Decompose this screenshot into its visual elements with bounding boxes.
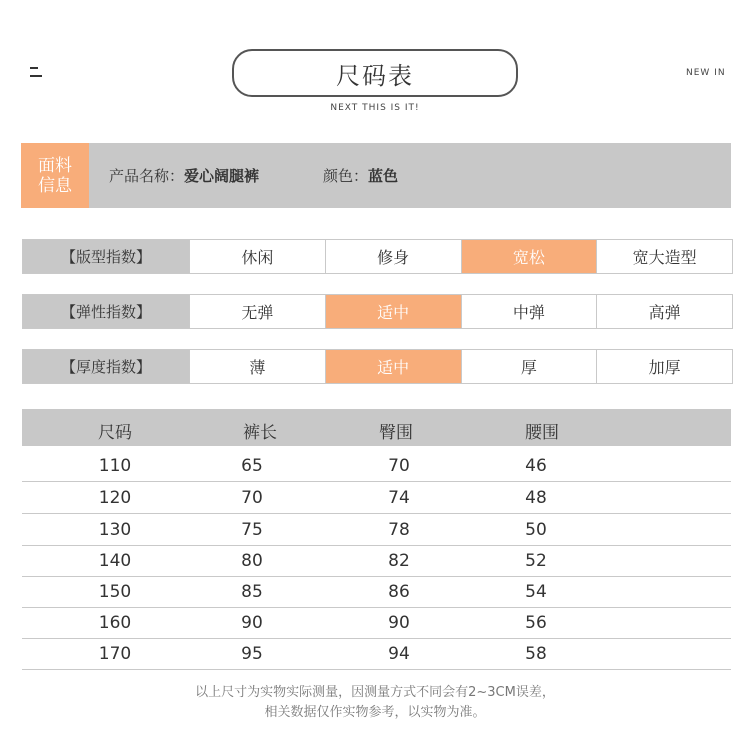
hip-cell: 90 [388,613,410,633]
page-subtitle: NEXT THIS IS IT! [330,103,420,113]
length-cell: 65 [241,456,263,476]
menu-icon [30,64,44,78]
header-hip: 臀围 [379,423,413,443]
thickness-option: 薄 [189,350,325,383]
length-cell: 90 [241,613,263,633]
table-row [22,607,731,639]
table-row [22,450,731,482]
fit-option: 宽大造型 [596,240,732,273]
fit-option: 修身 [325,240,461,273]
waist-cell: 56 [525,613,547,633]
product-color [323,165,398,186]
fabric-info-bar [21,143,731,208]
header-size: 尺码 [98,423,132,443]
fit-option: 休闲 [189,240,325,273]
hip-cell: 82 [388,551,410,571]
fit-index-row [22,239,733,274]
fabric-info-tag [21,143,89,208]
page-title [232,49,518,97]
fabric-tag-line2: 信息 [38,175,72,196]
size-cell: 110 [98,456,132,476]
size-cell: 170 [98,644,132,664]
product-color-value: 蓝色 [368,167,399,185]
table-row [22,482,731,514]
elasticity-option: 无弹 [189,295,325,328]
header-waist: 腰围 [525,423,559,443]
product-name-value: 爱心阔腿裤 [184,167,260,185]
size-cell: 140 [98,551,132,571]
fabric-tag-line1: 面料 [38,155,72,176]
waist-cell: 50 [525,520,547,540]
product-color-label: 颜色： [323,167,369,185]
new-in-label: NEW IN [686,68,726,78]
thickness-option: 厚 [461,350,597,383]
size-cell: 130 [98,520,132,540]
table-row [22,514,731,546]
size-cell: 160 [98,613,132,633]
thickness-option: 适中 [325,350,461,383]
product-name-label: 产品名称： [109,167,185,185]
length-cell: 95 [241,644,263,664]
hip-cell: 78 [388,520,410,540]
thickness-option: 加厚 [596,350,732,383]
elasticity-option: 中弹 [461,295,597,328]
length-cell: 70 [241,488,263,508]
thickness-index-label: 【厚度指数】 [23,350,189,383]
product-name [109,165,259,186]
elasticity-index-row [22,294,733,329]
table-row [22,638,731,670]
fit-index-label: 【版型指数】 [23,240,189,273]
waist-cell: 46 [525,456,547,476]
elasticity-index-label: 【弹性指数】 [23,295,189,328]
page-title-text: 尺码表 [336,61,414,90]
length-cell: 80 [241,551,263,571]
waist-cell: 54 [525,582,547,602]
hip-cell: 70 [388,456,410,476]
table-row [22,576,731,608]
header-length: 裤长 [243,423,277,443]
fit-option: 宽松 [461,240,597,273]
length-cell: 85 [241,582,263,602]
measurement-note-line1: 以上尺寸为实物实际测量，因测量方式不同会有2~3CM误差， [195,685,555,700]
elasticity-option: 高弹 [596,295,732,328]
hip-cell: 86 [388,582,410,602]
size-cell: 150 [98,582,132,602]
hip-cell: 94 [388,644,410,664]
size-table-header [22,409,731,446]
elasticity-option: 适中 [325,295,461,328]
waist-cell: 52 [525,551,547,571]
hip-cell: 74 [388,488,410,508]
size-cell: 120 [98,488,132,508]
measurement-note-line2: 相关数据仅作实物参考，以实物为准。 [264,705,486,720]
waist-cell: 58 [525,644,547,664]
table-row [22,545,731,577]
thickness-index-row [22,349,733,384]
waist-cell: 48 [525,488,547,508]
length-cell: 75 [241,520,263,540]
